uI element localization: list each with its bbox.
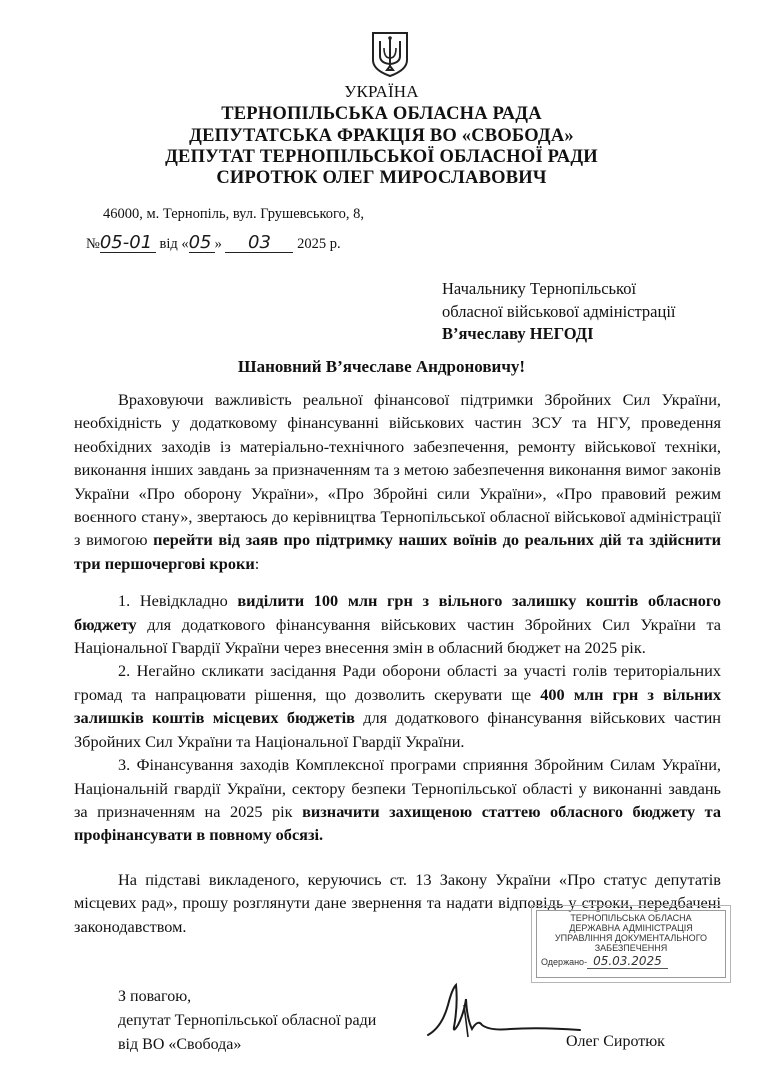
paragraph-intro: Враховуючи важливість реальної фінансової підтримки Збройних Сил України, необхідність у додатковому фінансуванні військових частин ЗСУ та НГУ, проведення необхідних заходів із матеріально-технічного забезпечення, ремонту військової техніки, виконання інших завдань за призначенням та з метою забезпечення виконання вимог законів України «Про оборону України», «Про Збройні сили України», «Про правовий режим воєнного стану», звертаюсь до керівництва Тернопільської обласної військової адміністрації з вимогою перейти від заяв про підтримку наших воїнів до реальних дій та здійснити три першочергові кроки: xyxy=(74,390,721,573)
addressee-line: Начальнику Тернопільської xyxy=(442,279,637,298)
paragraph-conclusion: На підставі викладеного, керуючись ст. 13 Закону України «Про статус депутатів місцевих рад», прошу розглянути дане звернення та надати відповідь у строки, передбачені законодавством. xyxy=(74,869,721,936)
sender-address: 46000, м. Тернопіль, вул. Грушевського, 8, xyxy=(103,206,364,222)
paragraph-step-2: 2. Негайно скликати засідання Ради оборони області за участі голів територіальних громад та напрацювати рішення, що дозволить скерувати ще 400 млн грн з вільних залишків коштів місцевих бюджетів для додаткового фінансування військових частин Збройних Сил України та Національної Гвардії України. xyxy=(74,661,721,751)
addressee-name: В’ячеславу НЕГОДІ xyxy=(442,324,594,343)
stamp-line: ДЕРЖАВНА АДМІНІСТРАЦІЯ xyxy=(569,923,693,933)
number-prefix: № xyxy=(86,236,100,252)
header-person: СИРОТЮК ОЛЕГ МИРОСЛАВОВИЧ xyxy=(216,168,547,188)
paragraph-step-1: 1. Невідкладно виділити 100 млн грн з вільного залишку коштів обласного бюджету для додаткового фінансування військових частин Збройних Сил України та Національної Гвардії України через внесення змін в обласний бюджет на 2025 рік. xyxy=(74,591,721,658)
date-year: 2025 р. xyxy=(297,236,341,252)
stamp-received-label: Одержано- xyxy=(541,957,588,967)
letter-body xyxy=(74,388,721,938)
closing: З повагою, xyxy=(118,988,192,1005)
header-faction: ДЕПУТАТСЬКА ФРАКЦІЯ ВО «СВОБОДА» xyxy=(189,126,574,146)
addressee-line: обласної військової адміністрації xyxy=(442,301,676,321)
header-deputy-title: ДЕПУТАТ ТЕРНОПІЛЬСЬКОЇ ОБЛАСНОЇ РАДИ xyxy=(165,147,598,167)
addressee-block xyxy=(442,278,676,346)
registration-stamp xyxy=(536,910,726,978)
stamp-line: ТЕРНОПІЛЬСЬКА ОБЛАСНА xyxy=(570,913,692,923)
handwritten-signature xyxy=(420,975,590,1045)
header-country: УКРАЇНА xyxy=(344,82,419,101)
signer-faction: від ВО «Свобода» xyxy=(118,1035,242,1053)
document-number: 05-01 xyxy=(100,234,156,253)
trident-emblem-icon xyxy=(370,30,410,78)
date-day: 05 xyxy=(189,234,215,253)
signer-role: депутат Тернопільської обласної ради xyxy=(118,1011,377,1029)
paragraph-step-3: 3. Фінансування заходів Комплексної програми сприяння Збройним Силам України, Національній гвардії України, сектору безпеки Тернопільської області у виконанні завдань за призначенням на 2025 рік визначити захищеною статтею обласного бюджету та профінансувати в повному обсязі. xyxy=(74,755,721,845)
stamp-received-date: 05.03.2025 xyxy=(587,954,668,969)
signer-name: Олег Сиротюк xyxy=(566,1033,665,1050)
stamp-line: УПРАВЛІННЯ ДОКУМЕНТАЛЬНОГО xyxy=(554,933,708,943)
document-number-line xyxy=(86,234,341,253)
stamp-line: ЗАБЕЗПЕЧЕННЯ xyxy=(594,943,668,953)
date-from: від « xyxy=(159,236,189,252)
header-org: ТЕРНОПІЛЬСЬКА ОБЛАСНА РАДА xyxy=(221,104,542,124)
signature-block xyxy=(118,985,376,1056)
date-month: 03 xyxy=(225,234,293,253)
greeting: Шановний В’ячеславе Андроновичу! xyxy=(237,357,526,376)
date-quote: » xyxy=(214,236,222,252)
